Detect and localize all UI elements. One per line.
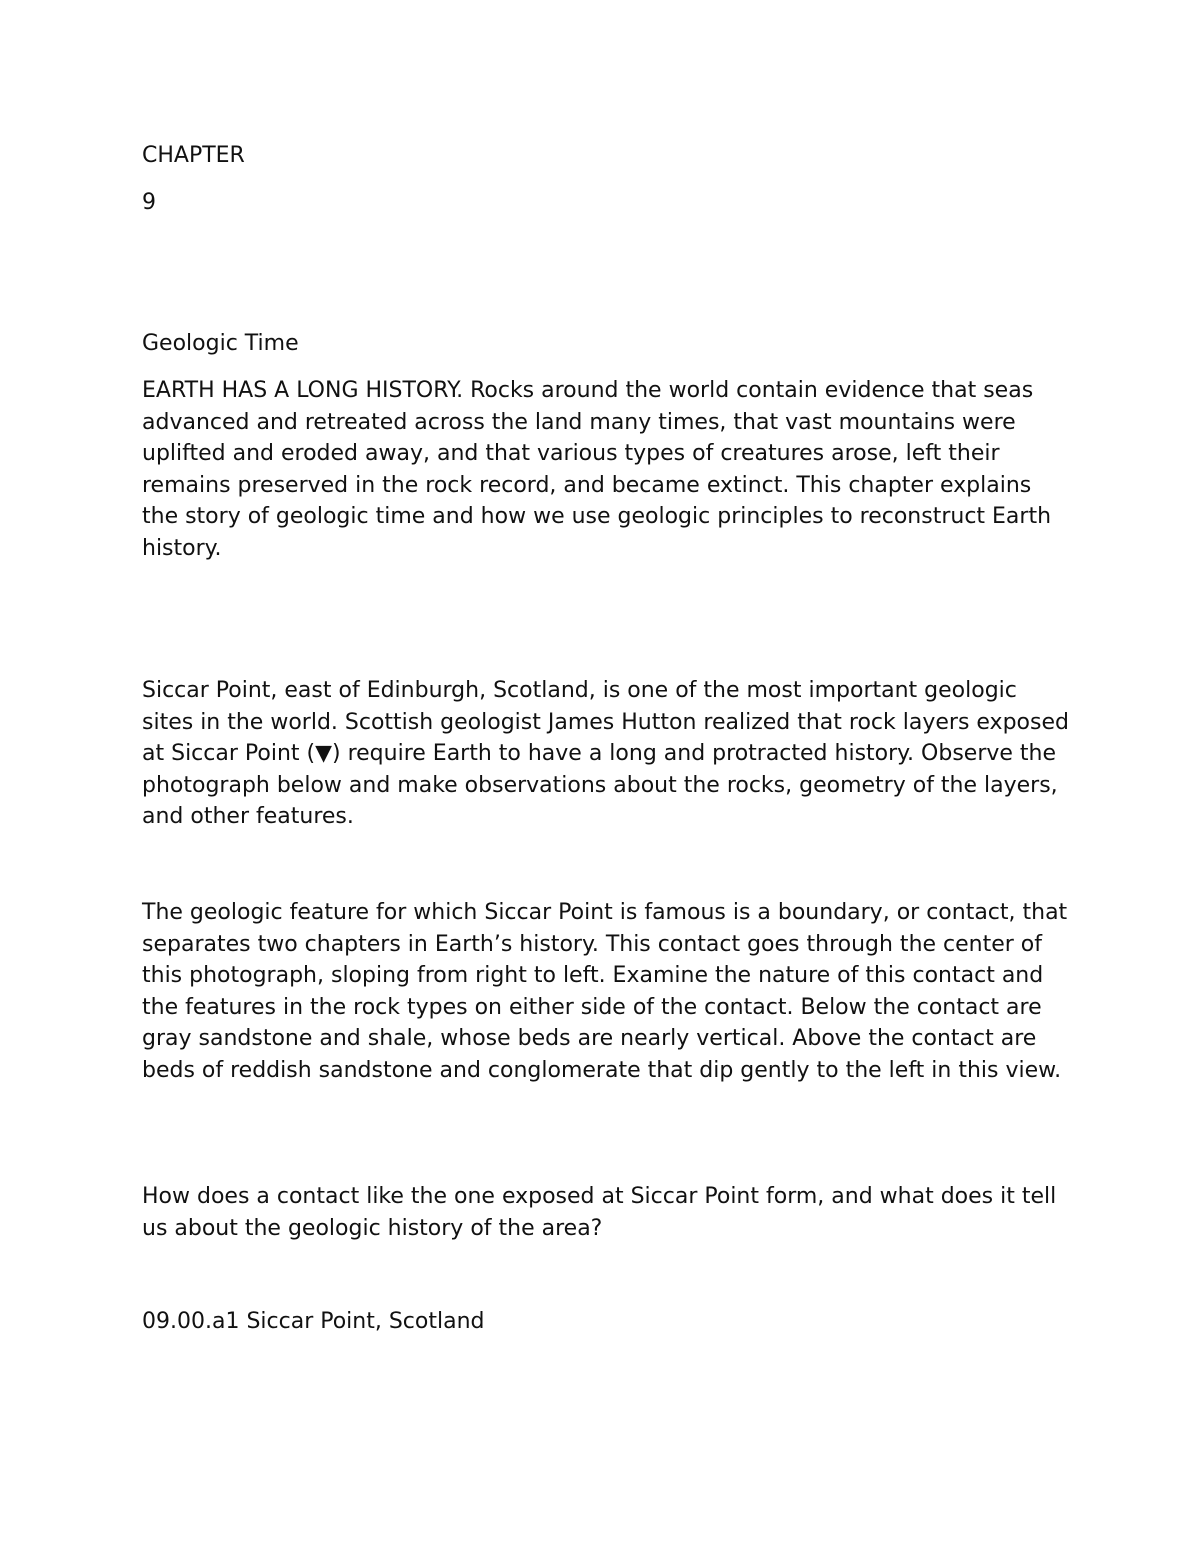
question-paragraph: How does a contact like the one exposed at Siccar Point form, and what does it tell us about the geologic history of the area? [142,1184,1057,1241]
contact-description-paragraph: The geologic feature for which Siccar Point is famous is a boundary, or contact, that separates two chapters in Earth’s history. This contact goes through the center of this photograph, sloping from right to left. Examine the nature of this contact and the features in the rock types on either side of the contact. Below the contact are gray sandstone and shale, whose beds are nearly vertical. Above the contact are beds of reddish sandstone and conglomerate that dip gently to the left in this view. [142,900,1068,1083]
chapter-title: Geologic Time [142,331,299,356]
intro-paragraph: EARTH HAS A LONG HISTORY. Rocks around the world contain evidence that seas advanced and retreated across the land many times, that vast mountains were uplifted and eroded away, and that various types of creatures arose, left their remains preserved in the rock record, and became extinct. This chapter explains the story of geologic time and how we use geologic principles to reconstruct Earth history. [142,378,1052,561]
siccar-point-paragraph: Siccar Point, east of Edinburgh, Scotland, is one of the most important geologic sites in the world. Scottish geologist James Hutton realized that rock layers exposed at Siccar Point (▼) require Earth to have a long and protracted history. Observe the photograph below and make observations about the rocks, geometry of the layers, and other features. [142,678,1069,829]
chapter-number: 9 [142,190,156,215]
figure-caption: 09.00.a1 Siccar Point, Scotland [142,1309,485,1334]
chapter-label: CHAPTER [142,143,245,168]
